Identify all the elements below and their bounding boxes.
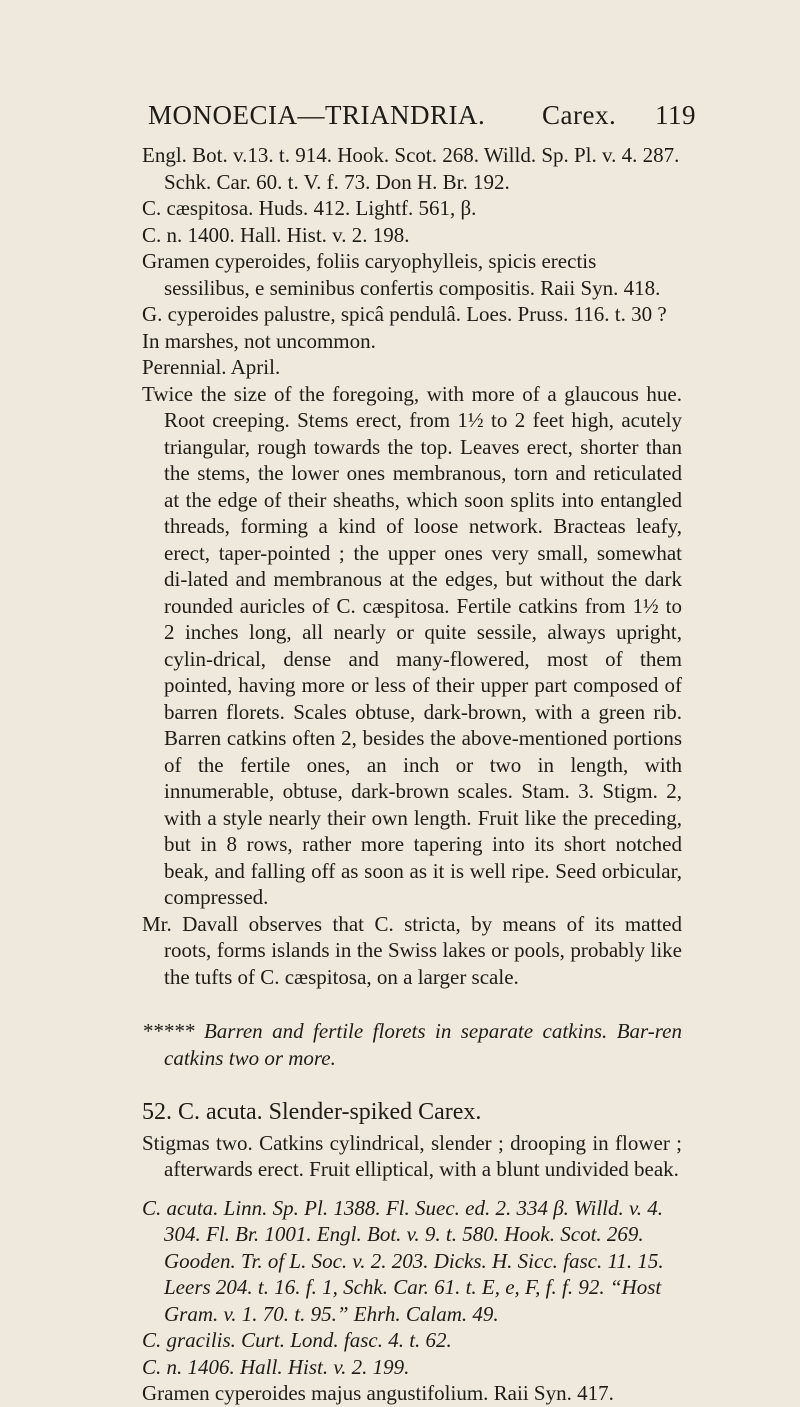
synonym-entry: Gramen cyperoides majus angustifolium. Raii Syn. 417. xyxy=(142,1381,614,1405)
species-diagnosis: Stigmas two. Catkins cylindrical, slender ; drooping in flower ; afterwards erect. Fruit elliptical, with a blunt undivided beak. xyxy=(142,1130,682,1181)
species-heading: 52. C. acuta. Slender-spiked Carex. xyxy=(142,1099,482,1125)
synonym-entry: C. acuta. Linn. Sp. Pl. 1388. Fl. Suec. ed. 2. 334 β. Willd. v. 4. 304. Fl. Br. 1001. Engl. Bot. v. 9. t. 580. Hook. Scot. 269. Gooden. Tr. of L. Soc. v. 2. 203. Dicks. H. Sicc. fasc. 11. 15. Leers 204. t. 16. f. 1, Schk. Car. 61. t. E, e, F, f. f. 92. “Host Gram. v. 1. 70. t. 95.” Ehrh. Calam. 49. xyxy=(142,1195,664,1326)
synonym-entry: C. n. 1406. Hall. Hist. v. 2. 199. xyxy=(142,1354,410,1379)
observation: Mr. Davall observes that C. stricta, by means of its matted roots, forms islands in the Swiss lakes or pools, probably like the tufts of C. cæspitosa, on a larger scale. xyxy=(142,911,682,989)
habitat: In marshes, not uncommon. xyxy=(142,328,376,353)
header-genus: Carex. xyxy=(542,100,617,130)
page-body xyxy=(142,142,682,1407)
synonym-entry: C. cæspitosa. Huds. 412. Lightf. 561, β. xyxy=(142,196,477,220)
section-note: ***** Barren and fertile florets in separate catkins. Bar-ren catkins two or more. xyxy=(142,1019,682,1070)
duration: Perennial. April. xyxy=(142,355,281,379)
header-title: MONOECIA—TRIANDRIA. xyxy=(148,100,486,130)
synonym-entry: C. n. 1400. Hall. Hist. v. 2. 198. xyxy=(142,222,410,247)
description: Twice the size of the foregoing, with more of a glaucous hue. Root creeping. Stems erect, from 1½ to 2 feet high, acutely triangular, rough towards the top. Leaves erect, shorter than the stems, the lower ones membranous, torn and reticulated at the edge of their sheaths, which soon splits into entangled threads, forming a kind of loose network. Bracteas leafy, erect, taper-pointed ; the upper ones very small, somewhat di-lated and membranous at the edges, but without the dark rounded auricles of C. cæspitosa. Fertile catkins from 1½ to 2 inches long, all nearly or quite sessile, always upright, cylin-drical, dense and many-flowered, most of them pointed, having more or less of their upper part composed of barren florets. Scales obtuse, dark-brown, with a green rib. Barren catkins often 2, besides the above-mentioned portions of the fertile ones, an inch or two in length, with innumerable, obtuse, dark-brown scales. Stam. 3. Stigm. 2, with a style nearly their own length. Fruit like the preceding, but in 8 rows, rather more tapering into its short notched beak, and falling off as soon as it is well ripe. Seed orbicular, compressed. xyxy=(142,381,682,909)
synonym-entry: G. cyperoides palustre, spicâ pendulâ. Loes. Pruss. 116. t. 30 ? xyxy=(142,302,667,326)
running-header xyxy=(0,100,800,140)
page-number: 119 xyxy=(655,100,696,130)
synonym-entry: Engl. Bot. v.13. t. 914. Hook. Scot. 268. Willd. Sp. Pl. v. 4. 287. Schk. Car. 60. t. V. f. 73. Don H. Br. 192. xyxy=(142,143,680,194)
synonym-entry: Gramen cyperoides, foliis caryophylleis, spicis erectis sessilibus, e seminibus confertis compositis. Raii Syn. 418. xyxy=(142,249,661,300)
synonym-entry: C. gracilis. Curt. Lond. fasc. 4. t. 62. xyxy=(142,1328,452,1352)
